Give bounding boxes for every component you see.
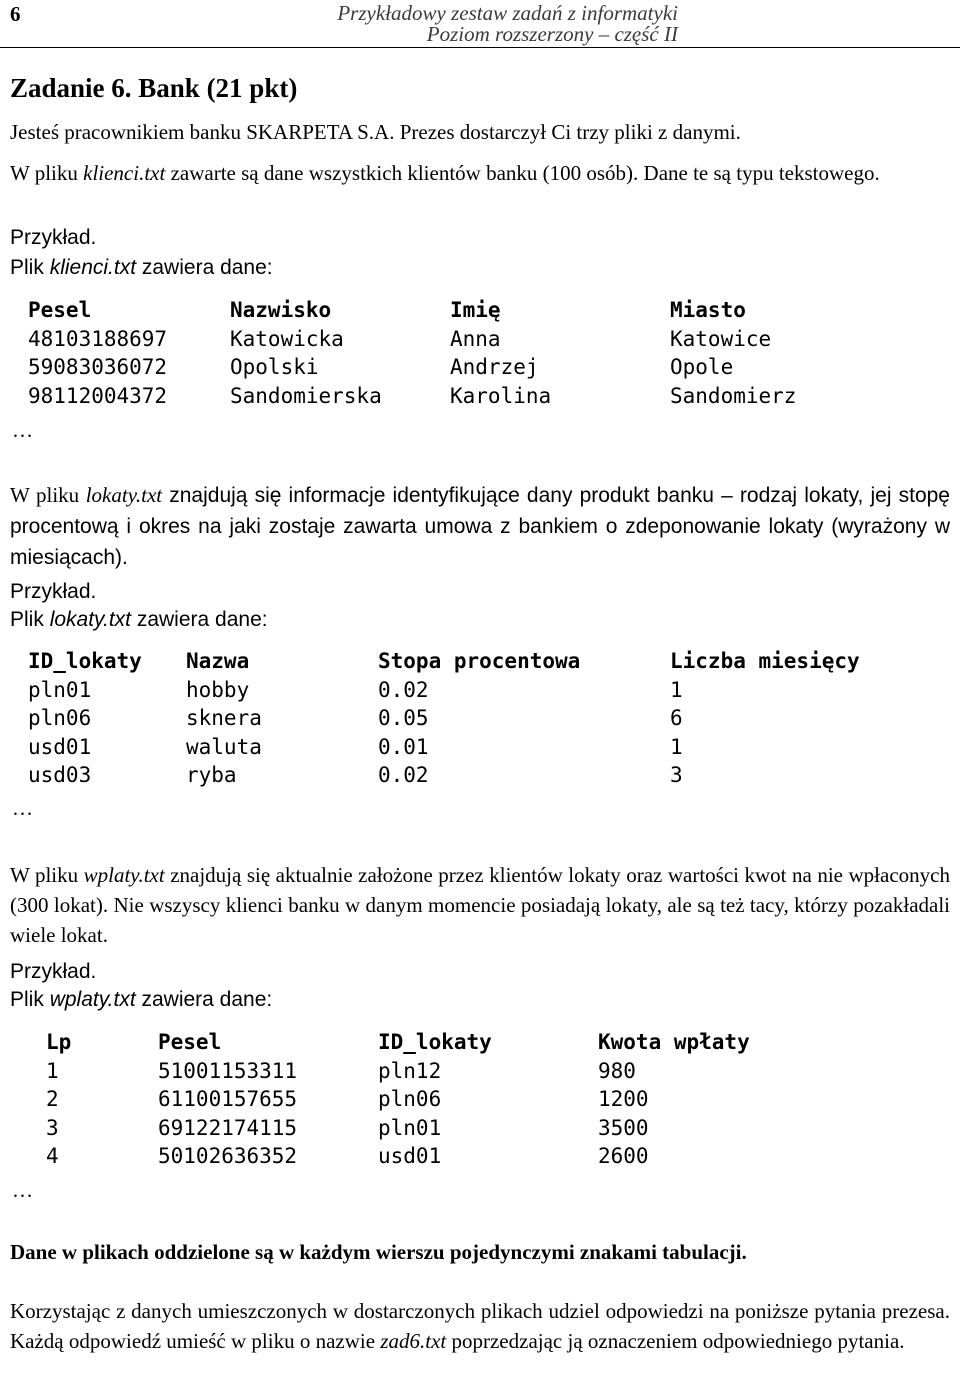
lokaty_table-cell: 1	[670, 734, 683, 759]
lokaty_table-cell: 0.01	[378, 734, 429, 759]
lokaty_table-cell: 3	[670, 763, 683, 787]
plik-wplaty-label: Plik wplaty.txt zawiera dane:	[10, 988, 273, 1011]
lokaty_table-header-cell: Nazwa	[186, 649, 250, 673]
wplaty_table-cell: pln01	[378, 1115, 442, 1140]
plik-lokaty-label: Plik lokaty.txt zawiera dane:	[10, 608, 268, 631]
closing-paragraph: Korzystając z danych umieszczonych w dostarczonych plikach udziel odpowiedzi na poniższe pytania prezesa. Każdą odpowiedź umieść w pliku o nazwie zad6.txt poprzedzając ją oznaczeniem odpowiedniego pytania.	[10, 1299, 950, 1353]
separator-note: Dane w plikach oddzielone są w każdym wierszu pojedynczymi znakami tabulacji.	[10, 1240, 747, 1264]
example-label-lokaty: Przykład.	[10, 580, 97, 603]
wplaty-ellipsis: …	[12, 1178, 33, 1202]
zad6-filename: zad6.txt	[380, 1329, 447, 1353]
klienci_table-cell: Katowice	[670, 326, 772, 351]
lokaty_table-header-cell: Stopa procentowa	[378, 649, 581, 673]
wplaty_table-cell: 2	[46, 1087, 59, 1111]
lokaty-ellipsis: …	[12, 796, 33, 820]
example-label-wplaty: Przykład.	[10, 960, 97, 983]
wplaty_table-cell: 4	[46, 1144, 59, 1168]
lokaty_table-header-cell: ID_lokaty	[28, 649, 142, 673]
lokaty_table-cell: usd03	[28, 763, 92, 787]
klienci_table-cell: Andrzej	[450, 355, 539, 379]
lokaty_table-cell: ryba	[186, 763, 237, 787]
klienci_table-cell: Katowicka	[230, 326, 344, 351]
wplaty-filename: wplaty.txt	[83, 863, 165, 887]
lokaty_table-cell: 1	[670, 677, 683, 702]
lokaty_table-header-cell: Liczba miesięcy	[670, 649, 860, 673]
header-title-line2: Poziom rozszerzony – część II	[426, 22, 678, 46]
klienci_table-cell: Anna	[450, 326, 501, 351]
lokaty_table-cell: sknera	[186, 706, 262, 730]
page-number: 6	[10, 2, 21, 26]
lokaty_table-cell: 6	[670, 706, 683, 730]
klienci_table-cell: 48103188697	[28, 326, 168, 351]
lokaty_table-cell: 0.02	[378, 763, 429, 787]
klienci_table-cell: Sandomierz	[670, 383, 797, 408]
klienci_table-cell: Sandomierska	[230, 383, 382, 408]
wplaty_table-header-cell: Pesel	[158, 1030, 222, 1054]
klienci_table-header-cell: Nazwisko	[230, 298, 332, 322]
wplaty_table-header-cell: Lp	[46, 1030, 72, 1054]
klienci_table-cell: Karolina	[450, 383, 552, 408]
wplaty_table-header-cell: ID_lokaty	[378, 1030, 492, 1054]
wplaty_table-cell: 3	[46, 1115, 59, 1140]
klienci_table-header-cell: Miasto	[670, 298, 746, 322]
klienci_table-cell: 98112004372	[28, 383, 168, 408]
wplaty_table-cell: 1200	[598, 1087, 649, 1111]
klienci_table-cell: Opolski	[230, 355, 319, 379]
wplaty_table-cell: 2600	[598, 1144, 649, 1168]
lokaty_table-cell: usd01	[28, 734, 92, 759]
lokaty_table-cell: pln06	[28, 706, 92, 730]
header-divider	[0, 47, 960, 48]
wplaty_table-cell: usd01	[378, 1144, 442, 1168]
lokaty-filename: lokaty.txt	[85, 483, 163, 507]
wplaty-description: W pliku wplaty.txt znajdują się aktualnie założone przez klientów lokaty oraz wartości kwot na nie wpłaconych (300 lokat). Nie wszyscy klienci banku w danym momencie posiadają lokaty, ale są też tacy, którzy pozakładali wiele lokat.	[10, 863, 950, 947]
klienci_table-cell: Opole	[670, 355, 734, 379]
klienci-ellipsis: …	[12, 418, 33, 442]
lokaty_table-cell: 0.02	[378, 677, 429, 702]
klienci-description: W pliku klienci.txt zawarte są dane wszystkich klientów banku (100 osób). Dane te są typu tekstowego.	[10, 161, 880, 185]
lokaty-description: W pliku lokaty.txt znajdują się informacje identyfikujące dany produkt banku – rodzaj lokaty, jej stopę procentową i okres na jaki zostaje zawarta umowa z bankiem o zdeponowanie lokaty (wyrażony w miesiącach).	[10, 483, 950, 569]
intro-paragraph: Jesteś pracownikiem banku SKARPETA S.A. Prezes dostarczył Ci trzy pliki z danymi.	[10, 120, 741, 144]
wplaty_table-cell: 61100157655	[158, 1087, 298, 1111]
lokaty_table-cell: 0.05	[378, 706, 429, 730]
wplaty_table-cell: 51001153311	[158, 1058, 298, 1083]
wplaty_table-header-cell: Kwota wpłaty	[598, 1030, 750, 1054]
lokaty_table-cell: pln01	[28, 677, 92, 702]
plik-klienci-label: Plik klienci.txt zawiera dane:	[10, 256, 273, 279]
klienci_table-header-cell: Imię	[450, 298, 501, 322]
header-title-line1: Przykładowy zestaw zadań z informatyki	[337, 1, 678, 25]
example-label-klienci: Przykład.	[10, 226, 97, 249]
wplaty_table-cell: 3500	[598, 1115, 649, 1140]
klienci_table-header-cell: Pesel	[28, 298, 92, 322]
lokaty_table-cell: waluta	[186, 734, 262, 759]
lokaty_table-cell: hobby	[186, 677, 250, 702]
wplaty_table-cell: pln12	[378, 1058, 442, 1083]
klienci-filename: klienci.txt	[83, 161, 166, 185]
klienci_table-cell: 59083036072	[28, 355, 168, 379]
wplaty_table-cell: 69122174115	[158, 1115, 298, 1140]
wplaty_table-cell: 980	[598, 1058, 636, 1083]
wplaty_table-cell: pln06	[378, 1087, 442, 1111]
task-title: Zadanie 6. Bank (21 pkt)	[10, 73, 298, 103]
wplaty_table-cell: 1	[46, 1058, 59, 1083]
wplaty_table-cell: 50102636352	[158, 1144, 298, 1168]
